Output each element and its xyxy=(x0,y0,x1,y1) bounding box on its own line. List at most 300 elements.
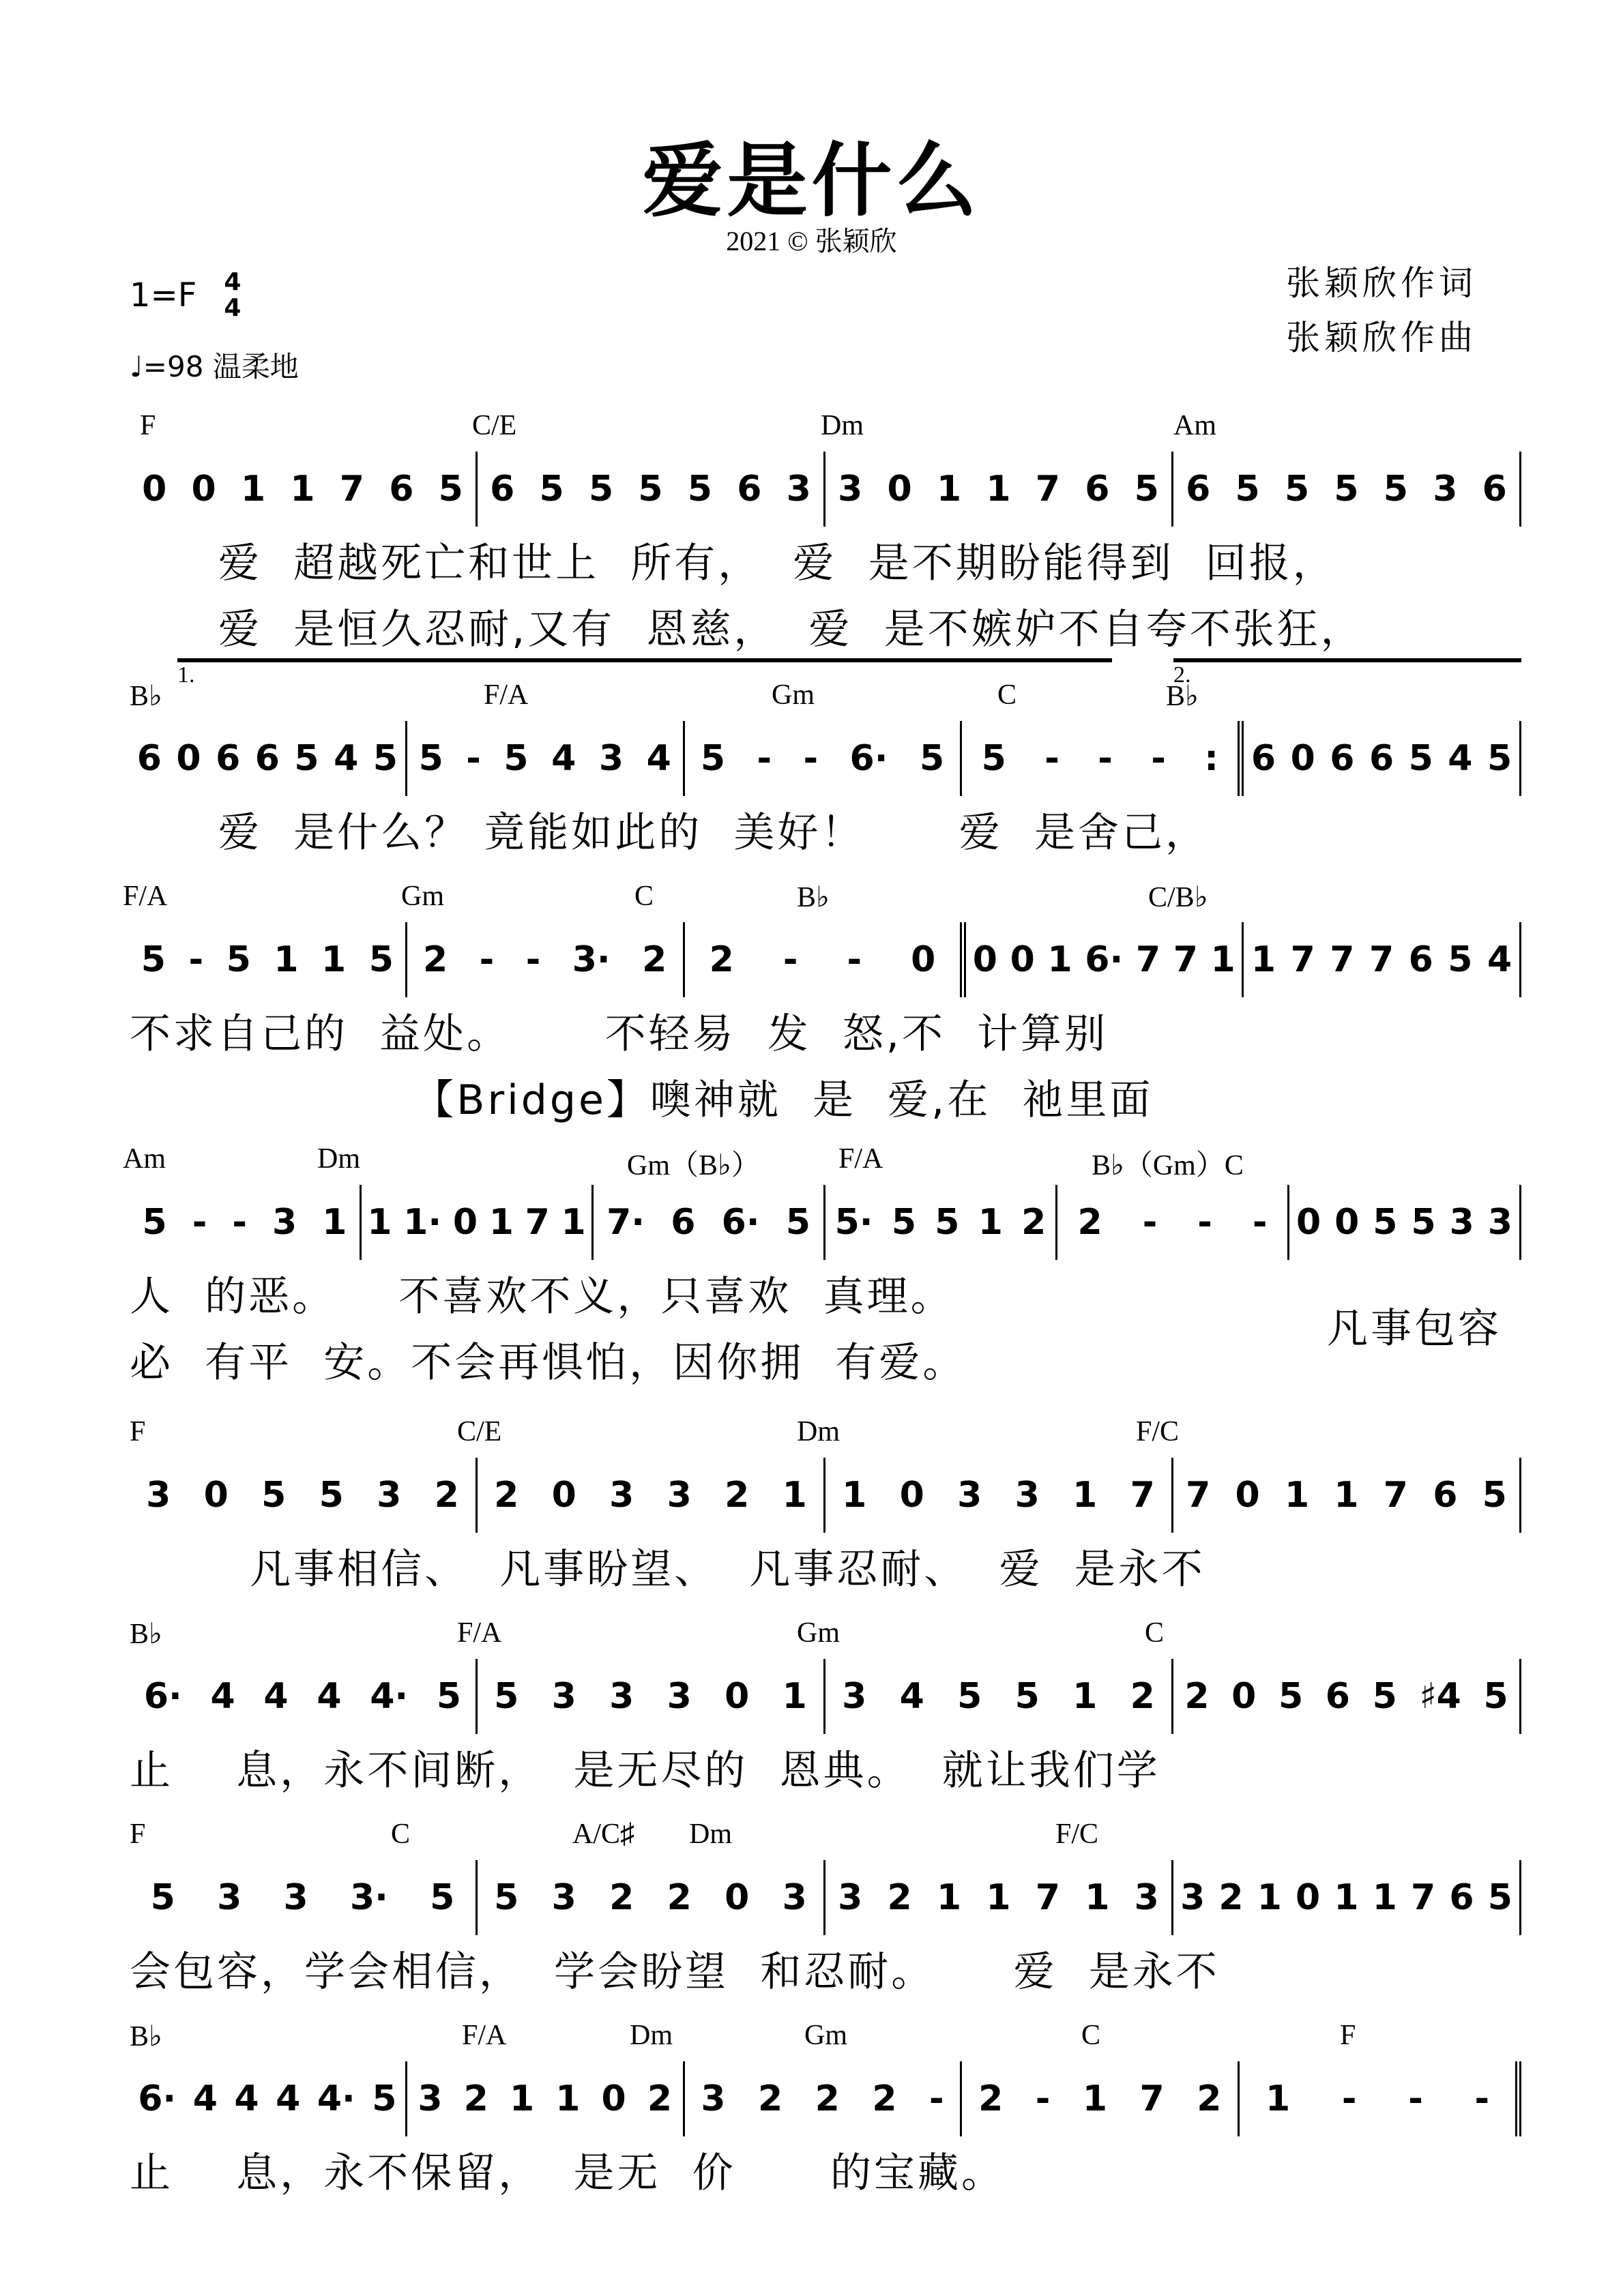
measure xyxy=(130,1860,476,1935)
chord-symbol: Am xyxy=(123,1143,166,1175)
note: 0 xyxy=(452,1202,478,1243)
note: - xyxy=(525,939,541,980)
note: 6 xyxy=(216,738,241,779)
note: 4 xyxy=(334,738,359,779)
note: 3 xyxy=(377,1475,402,1516)
note: 3 xyxy=(1134,1877,1159,1918)
measure xyxy=(1055,1185,1287,1260)
note: - xyxy=(803,738,819,779)
chord-symbol: A/C♯ xyxy=(572,1819,635,1850)
note: 0 xyxy=(972,939,997,980)
note: 2 xyxy=(1130,1676,1155,1717)
measure xyxy=(476,1860,823,1935)
note: 2 xyxy=(709,939,734,980)
note: 4 xyxy=(192,2078,218,2119)
note: - xyxy=(479,939,495,980)
note: 6 xyxy=(1325,1676,1350,1717)
chord-symbol: C xyxy=(391,1819,411,1850)
note: 2 xyxy=(667,1877,692,1918)
note: - xyxy=(188,939,204,980)
note: 7 xyxy=(1330,939,1355,980)
chord-symbol: F xyxy=(140,410,156,441)
note: 7 xyxy=(1130,1475,1155,1516)
measure xyxy=(130,721,405,796)
note: - xyxy=(1408,2078,1423,2119)
note: 3 xyxy=(667,1475,692,1516)
note: 1 xyxy=(488,1202,514,1243)
note: 5· xyxy=(834,1202,873,1243)
song-title: 爱是什么 xyxy=(642,134,981,228)
note: 5 xyxy=(1487,1877,1512,1918)
note: 5 xyxy=(141,939,166,980)
measure xyxy=(130,1659,476,1734)
note: 4· xyxy=(317,2078,355,2119)
note: 3 xyxy=(667,1676,692,1717)
note: 6 xyxy=(1482,469,1507,510)
note: 7 xyxy=(1290,939,1315,980)
note: 3 xyxy=(842,1676,867,1717)
chord-symbol: C/B♭ xyxy=(1148,882,1208,913)
note: 1 xyxy=(1072,1475,1098,1516)
chord-symbol: Dm xyxy=(317,1143,360,1175)
note: 1 xyxy=(1082,2078,1108,2119)
staff-row xyxy=(0,1143,1623,1387)
note: 1 xyxy=(1266,2078,1291,2119)
note: 5 xyxy=(436,1676,462,1717)
key: 1=F xyxy=(130,276,197,314)
lyrics-line: 人 的恶。 不喜欢不义，只喜欢 真理。 xyxy=(130,1273,954,1321)
note: 0 xyxy=(1296,1877,1321,1918)
note: 2 xyxy=(494,1475,519,1516)
note: 3· xyxy=(572,939,611,980)
staff xyxy=(130,452,1521,527)
note: 1 xyxy=(1251,939,1276,980)
note: 3 xyxy=(418,2078,443,2119)
note: - xyxy=(232,1202,247,1243)
volta-bracket: 1. xyxy=(177,658,1112,679)
note: 5 xyxy=(438,469,463,510)
measure xyxy=(130,2061,405,2136)
note: 5 xyxy=(261,1475,287,1516)
lyrics-line: 不求自己的 益处。 不轻易 发 怒,不 计算别 xyxy=(130,1010,1109,1058)
lyrics-line: 【Bridge】噢神就 是 爱,在 祂里面 xyxy=(130,1076,1154,1124)
chord-symbol: F/C xyxy=(1136,1416,1180,1447)
staff xyxy=(130,721,1521,796)
note: 0 xyxy=(1290,738,1315,779)
chord-symbol: B♭ xyxy=(130,2021,162,2052)
chord-symbol: F/A xyxy=(462,2020,507,2051)
note: 5 xyxy=(150,1877,175,1918)
note: 1 xyxy=(782,1676,807,1717)
note: 0 xyxy=(725,1877,750,1918)
note: 7 xyxy=(1135,939,1161,980)
measure xyxy=(476,1458,823,1533)
note: 6 xyxy=(389,469,414,510)
note: 3 xyxy=(1180,1877,1205,1918)
note: 1 xyxy=(936,1877,962,1918)
note: 3 xyxy=(217,1877,242,1918)
note: - xyxy=(1197,1202,1212,1243)
note: 2 xyxy=(463,2078,488,2119)
chord-symbol: F/A xyxy=(123,881,168,912)
note: 6· xyxy=(143,1676,182,1717)
note: 2 xyxy=(815,2078,840,2119)
measure xyxy=(960,922,1242,997)
note: 6 xyxy=(1433,1475,1458,1516)
note: 0 xyxy=(899,1475,924,1516)
note: 7 xyxy=(1035,1877,1060,1918)
note: 3 xyxy=(838,1877,863,1918)
note: 3 xyxy=(598,738,624,779)
note: 0 xyxy=(601,2078,626,2119)
note: 4 xyxy=(317,1676,342,1717)
note: - xyxy=(1474,2078,1490,2119)
measure xyxy=(476,1659,823,1734)
measure xyxy=(960,2061,1238,2136)
chord-symbol: Gm xyxy=(804,2020,847,2051)
note: ♯4 xyxy=(1419,1676,1461,1717)
note: 4 xyxy=(1448,738,1473,779)
note: 5 xyxy=(1373,1202,1398,1243)
note: 3 xyxy=(838,469,863,510)
note: 7 xyxy=(1035,469,1060,510)
note: 0 xyxy=(551,1475,576,1516)
note: - xyxy=(847,939,862,980)
note: 1 xyxy=(1072,1676,1098,1717)
note: 2 xyxy=(647,2078,673,2119)
time-signature xyxy=(224,269,241,321)
note: 4 xyxy=(1487,939,1512,980)
note: - xyxy=(1151,738,1166,779)
note: - xyxy=(1252,1202,1268,1243)
note: 1 xyxy=(986,469,1011,510)
note: 2 xyxy=(725,1475,750,1516)
chord-symbol: C/E xyxy=(457,1416,502,1447)
measure xyxy=(1171,1659,1519,1734)
note: 1 xyxy=(290,469,315,510)
note: 7 xyxy=(525,1202,550,1243)
note: 5 xyxy=(418,738,443,779)
note: - xyxy=(466,738,481,779)
tempo-marking: ♩=98 温柔地 xyxy=(130,350,299,383)
note: - xyxy=(783,939,798,980)
composer: 张颖欣作曲 xyxy=(1286,318,1477,357)
note: 1 xyxy=(1210,939,1235,980)
measure xyxy=(823,1185,1055,1260)
note: 5 xyxy=(981,738,1006,779)
note: 4· xyxy=(370,1676,409,1717)
lyrics-line: 凡事相信、 凡事盼望、 凡事忍耐、 爱 是永不 xyxy=(218,1546,1205,1593)
key-signature xyxy=(130,269,241,321)
measure xyxy=(683,721,961,796)
note: 1· xyxy=(403,1202,442,1243)
note: 2 xyxy=(1021,1202,1047,1243)
note: 5 xyxy=(372,738,398,779)
note: 2 xyxy=(887,1877,912,1918)
note: 5 xyxy=(1278,1676,1304,1717)
staff xyxy=(130,922,1521,997)
note: 0 xyxy=(911,939,936,980)
staff-row xyxy=(0,409,1623,653)
note: 6 xyxy=(254,738,280,779)
note: 1 xyxy=(274,939,299,980)
staff-row xyxy=(0,2019,1623,2251)
measure xyxy=(1238,2061,1515,2136)
note: 1 xyxy=(978,1202,1003,1243)
measure xyxy=(130,1458,476,1533)
note: 1 xyxy=(842,1475,867,1516)
note: - xyxy=(1044,738,1059,779)
note: 5 xyxy=(294,738,319,779)
measure xyxy=(823,452,1171,527)
lyrics-line: 止 息，永不间断， 是无尽的 恩典。 就让我们学 xyxy=(130,1747,1160,1795)
note: 5 xyxy=(1482,1475,1507,1516)
note: 7 xyxy=(1139,2078,1165,2119)
note: 3 xyxy=(609,1676,634,1717)
note: 6 xyxy=(1369,738,1394,779)
note: 5 xyxy=(1448,939,1473,980)
staff xyxy=(130,1185,1521,1260)
note: - xyxy=(1341,2078,1357,2119)
staff-row xyxy=(0,1818,1623,2050)
measure xyxy=(823,1458,1171,1533)
chord-symbol: F/A xyxy=(457,1617,502,1649)
note: 2 xyxy=(1197,2078,1222,2119)
note: 1 xyxy=(367,1202,392,1243)
time-top: 4 xyxy=(224,268,242,296)
note: 5 xyxy=(1408,738,1433,779)
note: 3 xyxy=(1014,1475,1040,1516)
note: 5 xyxy=(1372,1676,1397,1717)
note: 1 xyxy=(240,469,266,510)
note: 5 xyxy=(142,1202,167,1243)
note: 1 xyxy=(509,2078,535,2119)
note: 1 xyxy=(936,469,962,510)
note: 4 xyxy=(210,1676,235,1717)
note: 2 xyxy=(758,2078,783,2119)
note: 3 xyxy=(786,469,811,510)
note: 4 xyxy=(899,1676,924,1717)
note: 0 xyxy=(176,738,201,779)
note: 2 xyxy=(1077,1202,1102,1243)
note: 1 xyxy=(1284,1475,1310,1516)
note: 4 xyxy=(551,738,576,779)
note: 1 xyxy=(1257,1877,1282,1918)
note: 2 xyxy=(978,2078,1004,2119)
chord-symbol: C xyxy=(634,881,654,912)
lyrics-line: 爱 是什么？ 竟能如此的 美好！ 爱 是舍己， xyxy=(218,809,1209,857)
note: 6 xyxy=(1408,939,1433,980)
staff xyxy=(130,1458,1521,1533)
note: 0 xyxy=(1334,1202,1360,1243)
note: 5 xyxy=(687,469,712,510)
note: 6· xyxy=(138,2078,177,2119)
note: : xyxy=(1204,738,1218,779)
lyrics-line: 会包容，学会相信， 学会盼望 和忍耐。 爱 是永不 xyxy=(130,1948,1220,1996)
note: 5 xyxy=(957,1676,982,1717)
measure xyxy=(405,721,683,796)
measure xyxy=(1171,1458,1519,1533)
note: 5 xyxy=(1487,738,1512,779)
measure xyxy=(130,1185,360,1260)
note: 6 xyxy=(1330,738,1355,779)
measure xyxy=(823,1860,1171,1935)
note: 6 xyxy=(136,738,162,779)
note: 5 xyxy=(588,469,614,510)
measure xyxy=(130,452,476,527)
staff-row xyxy=(0,1415,1623,1647)
note: 5 xyxy=(1383,469,1408,510)
note: 6· xyxy=(1085,939,1124,980)
note: 1 xyxy=(322,1202,347,1243)
note: 3 xyxy=(1433,469,1458,510)
lyrics-line: 爱 是恒久忍耐,又有 恩慈， 爱 是不嫉妒不自夸不张狂， xyxy=(218,606,1364,653)
note: 2 xyxy=(1218,1877,1244,1918)
measure xyxy=(683,922,961,997)
measure xyxy=(1171,452,1519,527)
note: 3 xyxy=(1449,1202,1474,1243)
note: 7 xyxy=(1186,1475,1211,1516)
note: 1 xyxy=(561,1202,586,1243)
staff-row xyxy=(0,662,1623,911)
note: 3 xyxy=(146,1475,171,1516)
note: 4 xyxy=(276,2078,301,2119)
chord-symbol: C xyxy=(997,679,1017,711)
note: 7 xyxy=(1369,939,1394,980)
chord-symbol: Gm xyxy=(797,1617,840,1649)
note: 6 xyxy=(1085,469,1110,510)
side-lyrics: 凡事包容 xyxy=(1327,1305,1502,1353)
note: - xyxy=(1142,1202,1158,1243)
note: 0 xyxy=(1010,939,1035,980)
measure xyxy=(360,1185,591,1260)
note: 5 xyxy=(430,1877,455,1918)
chord-symbol: F xyxy=(130,1416,146,1447)
note: 6 xyxy=(1251,738,1276,779)
note: 6 xyxy=(1449,1877,1474,1918)
note: 5 xyxy=(891,1202,916,1243)
chord-symbol: Dm xyxy=(797,1416,840,1447)
lyrics-line: 止 息，永不保留， 是无 价 的宝藏。 xyxy=(130,2149,1006,2197)
chord-symbol: Dm xyxy=(689,1819,732,1850)
chord-symbol: Am xyxy=(1173,410,1216,441)
note: 5 xyxy=(368,939,394,980)
chord-symbol: Dm xyxy=(821,410,864,441)
note: 5 xyxy=(494,1877,519,1918)
chord-symbol: Gm xyxy=(401,881,444,912)
chord-symbol: Gm（B♭） xyxy=(627,1150,760,1181)
note: 5 xyxy=(919,738,945,779)
measure xyxy=(476,452,823,527)
measure xyxy=(683,2061,961,2136)
note: 0 xyxy=(1296,1202,1321,1243)
note: 6 xyxy=(1186,469,1211,510)
note: 0 xyxy=(191,469,216,510)
lyrics-line: 必 有平 安。不会再惧怕，因你拥 有爱。 xyxy=(130,1339,967,1387)
note: 2 xyxy=(423,939,448,980)
note: 5 xyxy=(638,469,663,510)
measure xyxy=(823,1659,1171,1734)
note: 3 xyxy=(272,1202,297,1243)
time-bottom: 4 xyxy=(224,294,242,322)
note: 3 xyxy=(283,1877,308,1918)
chord-symbol: C xyxy=(1145,1617,1165,1649)
note: 1 xyxy=(986,1877,1011,1918)
note: - xyxy=(1035,2078,1051,2119)
note: 1 xyxy=(782,1475,807,1516)
note: 1 xyxy=(555,2078,581,2119)
note: 5 xyxy=(372,2078,397,2119)
chord-symbol: B♭ xyxy=(130,1619,162,1650)
note: 2 xyxy=(872,2078,897,2119)
note: 5 xyxy=(319,1475,344,1516)
chord-symbol: Dm xyxy=(630,2020,673,2051)
staff-row xyxy=(0,1617,1623,1849)
chord-symbol: B♭（Gm）C xyxy=(1092,1150,1244,1181)
note: 1 xyxy=(1334,1475,1359,1516)
note: 1 xyxy=(1047,939,1072,980)
measure xyxy=(960,721,1238,796)
note: - xyxy=(929,2078,944,2119)
note: 1 xyxy=(1334,1877,1359,1918)
note: 5 xyxy=(503,738,529,779)
measure xyxy=(1242,922,1519,997)
note: 5 xyxy=(226,939,251,980)
note: 5 xyxy=(1284,469,1310,510)
measure xyxy=(591,1185,823,1260)
volta-bracket: 2. xyxy=(1173,658,1521,679)
chord-symbol: F xyxy=(130,1819,146,1850)
lyrics-line: 爱 超越死亡和世上 所有， 爱 是不期盼能得到 回报， xyxy=(218,540,1336,587)
measure xyxy=(1287,1185,1519,1260)
note: - xyxy=(757,738,772,779)
note: 0 xyxy=(203,1475,229,1516)
note: 1 xyxy=(1085,1877,1110,1918)
note: 5 xyxy=(935,1202,960,1243)
note: 5 xyxy=(1334,469,1359,510)
note: 2 xyxy=(434,1475,459,1516)
note: 1 xyxy=(321,939,347,980)
staff xyxy=(130,1860,1521,1935)
note: 5 xyxy=(700,738,725,779)
note: 0 xyxy=(1235,1475,1260,1516)
note: 5 xyxy=(1014,1676,1040,1717)
chord-symbol: C xyxy=(1081,2020,1101,2051)
note: 5 xyxy=(1235,469,1260,510)
measure xyxy=(1171,1860,1519,1935)
note: 1 xyxy=(1372,1877,1397,1918)
note: 7· xyxy=(606,1202,645,1243)
staff xyxy=(130,2061,1521,2136)
measure xyxy=(130,922,405,997)
note: 6 xyxy=(671,1202,696,1243)
chord-symbol: B♭ xyxy=(797,882,830,913)
copyright: 2021 © 张颖欣 xyxy=(726,226,897,256)
note: - xyxy=(1098,738,1113,779)
note: 3 xyxy=(957,1475,982,1516)
note: 0 xyxy=(887,469,912,510)
chord-symbol: C/E xyxy=(472,410,517,441)
note: 6 xyxy=(737,469,762,510)
staff-row xyxy=(0,880,1623,1124)
note: 0 xyxy=(725,1676,750,1717)
note: 5 xyxy=(1411,1202,1436,1243)
measure xyxy=(405,2061,683,2136)
note: 3 xyxy=(1487,1202,1512,1243)
note: 3 xyxy=(782,1877,807,1918)
chord-symbol: B♭ xyxy=(130,681,162,712)
chord-symbol: B♭ xyxy=(1166,681,1199,712)
